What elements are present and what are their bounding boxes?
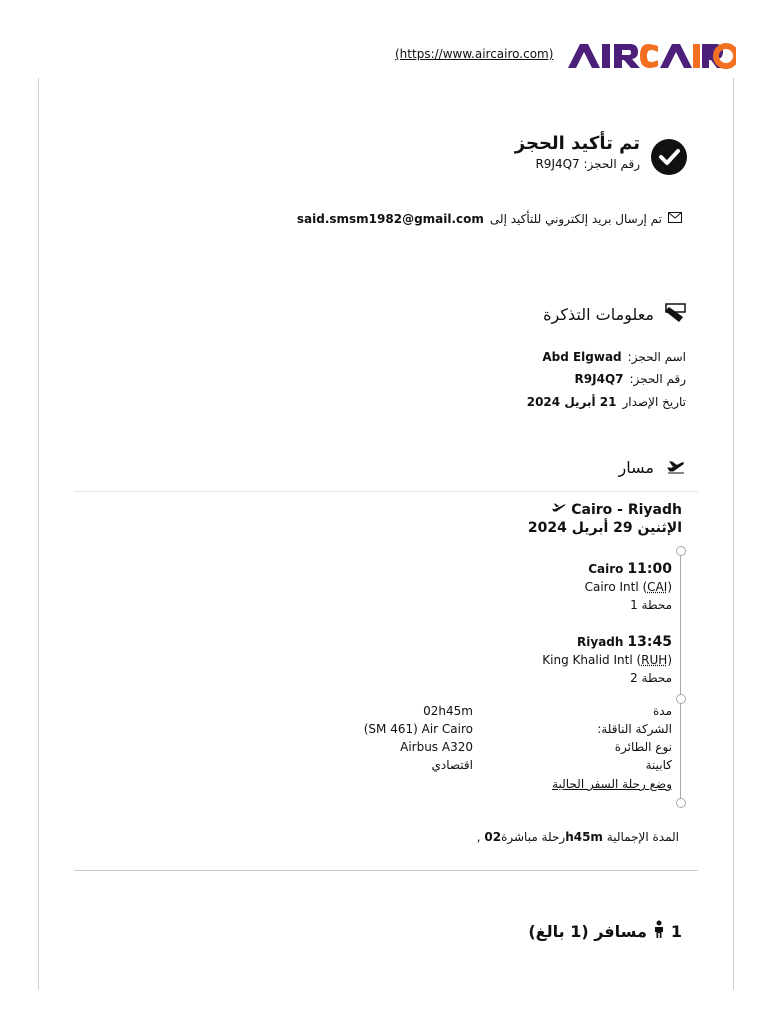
- booking-number-row: [575, 372, 686, 386]
- departure-time: [588, 561, 672, 577]
- aircraft-label: نوع الطائرة: [614, 740, 672, 754]
- duration-value: 02h45m: [423, 704, 473, 718]
- aircraft-value: Airbus A320: [400, 740, 473, 754]
- issue-date-value: 21 أبريل 2024: [526, 395, 617, 409]
- divider: [74, 870, 698, 871]
- carrier-label: الشركة الناقلة:: [597, 722, 672, 736]
- departure-time-value: 11:00: [627, 561, 672, 577]
- itinerary-title: مسار: [618, 458, 654, 477]
- divider: [74, 491, 698, 492]
- issue-date-label: تاريخ الإصدار: [622, 395, 686, 409]
- arrival-time-value: 13:45: [627, 634, 672, 650]
- ticket-info-title: معلومات التذكرة: [543, 305, 654, 324]
- departure-city: Cairo: [588, 562, 624, 576]
- plane-departure-icon: [667, 459, 685, 479]
- page-title: تم تأكيد الحجز: [514, 133, 640, 154]
- passengers-label: مسافر (1 بالغ): [528, 921, 647, 941]
- issue-date-row: [527, 395, 686, 409]
- passenger-count: 1: [670, 921, 682, 941]
- arrival-terminal: محطة 2: [630, 671, 672, 685]
- page-border-right: [733, 78, 734, 990]
- email-address: said.smsm1982@gmail.com: [296, 212, 484, 226]
- arrival-airport-code: RUH: [641, 653, 668, 667]
- ticket-icon: [663, 302, 687, 328]
- booking-number-label: رقم الحجز:: [629, 372, 686, 386]
- route-title: [551, 501, 682, 519]
- route-text: Cairo - Riyadh: [571, 502, 682, 518]
- air-cairo-logo: [566, 40, 736, 70]
- booking-name-row: [542, 350, 686, 364]
- departure-airport-code: CAI: [647, 580, 668, 594]
- email-prefix: تم إرسال بريد إلكتروني للتأكيد إلى: [489, 212, 662, 226]
- arrival-airport: King Khalid Intl (RUH): [542, 653, 672, 667]
- page-border-left: [38, 78, 39, 990]
- cabin-label: كابينة: [645, 758, 672, 772]
- booking-name-value: Abd Elgwad: [542, 350, 622, 364]
- direct-flight-text: , رحلة مباشرة: [476, 830, 566, 844]
- carrier-value: (SM 461) Air Cairo: [363, 722, 473, 736]
- plane-icon: [551, 501, 567, 519]
- arrival-city: Riyadh: [577, 635, 624, 649]
- booking-reference: رقم الحجز: R9J4Q7: [535, 157, 640, 171]
- timeline-dot: [676, 694, 686, 704]
- passengers-header: [528, 920, 682, 942]
- timeline-line: [680, 551, 681, 803]
- departure-airport: Cairo Intl (CAI): [584, 580, 672, 594]
- arrival-time: [577, 634, 672, 650]
- cabin-value: اقتصادي: [431, 758, 473, 772]
- booking-name-label: اسم الحجز:: [627, 350, 686, 364]
- total-duration-label: المدة الإجمالية: [606, 830, 679, 844]
- check-circle-icon: [651, 139, 687, 175]
- email-confirmation-line: [297, 212, 682, 226]
- duration-label: مدة: [652, 704, 672, 718]
- timeline-dot: [676, 546, 686, 556]
- person-icon: [653, 920, 665, 942]
- timeline-dot: [676, 798, 686, 808]
- flight-status-link[interactable]: وضع رحلة السفر الحالية: [552, 777, 672, 791]
- total-duration-value: 02h45m: [484, 830, 603, 844]
- booking-number-value: R9J4Q7: [574, 372, 624, 386]
- departure-terminal: محطة 1: [630, 598, 672, 612]
- aircairo-website-link[interactable]: (https://www.aircairo.com): [395, 47, 554, 61]
- envelope-icon: [668, 212, 682, 226]
- total-duration: [477, 830, 679, 844]
- flight-date: الإثنين 29 أبريل 2024: [527, 520, 682, 536]
